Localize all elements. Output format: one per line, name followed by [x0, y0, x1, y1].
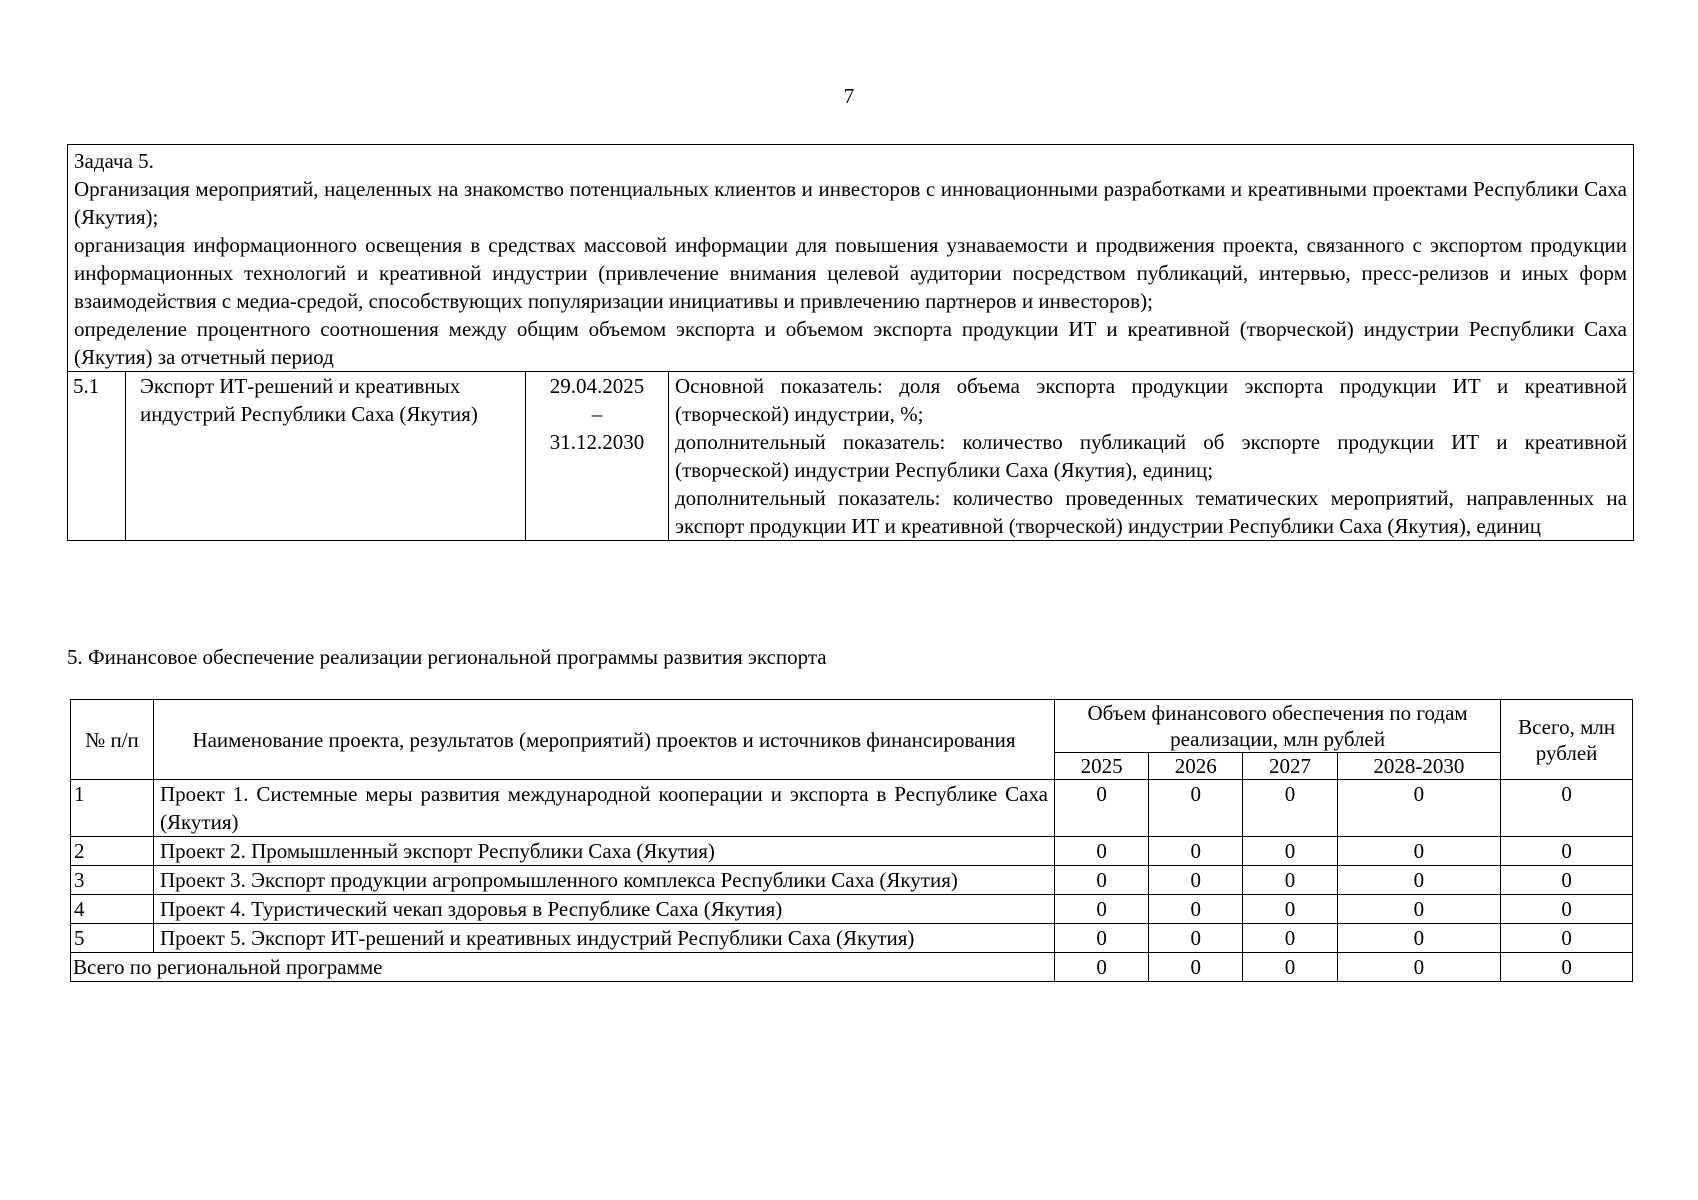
total-value: 0: [1243, 953, 1337, 982]
measure-date-end: 31.12.2030: [549, 430, 645, 454]
row-value: 0: [1337, 924, 1501, 953]
row-value: 0: [1243, 866, 1337, 895]
header-volume: Объем финансового обеспечения по годам реализации, млн рублей: [1055, 700, 1501, 753]
row-value: 0: [1149, 924, 1243, 953]
row-value: 0: [1337, 837, 1501, 866]
row-value: 0: [1337, 780, 1501, 837]
measure-row: [68, 372, 1634, 541]
section-title: 5. Финансовое обеспечение реализации региональной программы развития экспорта: [67, 645, 827, 669]
table-row: [71, 780, 1633, 837]
task-row: [68, 145, 1634, 372]
total-row: [71, 953, 1633, 982]
total-label: Всего по региональной программе: [71, 953, 1055, 982]
row-name: Проект 5. Экспорт ИТ-решений и креативных индустрий Республики Саха (Якутия): [154, 924, 1055, 953]
task-line: Организация мероприятий, нацеленных на знакомство потенциальных клиентов и инвесторов с инновационными разработками и креативными проектами Республики Саха (Якутия);: [74, 177, 1627, 229]
row-value: 0: [1149, 837, 1243, 866]
row-name: Проект 1. Системные меры развития международной кооперации и экспорта в Республике Саха (Якутия): [154, 780, 1055, 837]
row-total: 0: [1501, 780, 1633, 837]
total-value: 0: [1055, 953, 1149, 982]
row-value: 0: [1149, 895, 1243, 924]
row-value: 0: [1149, 866, 1243, 895]
total-value: 0: [1337, 953, 1501, 982]
table-row: [71, 924, 1633, 953]
indicator-item: дополнительный показатель: количество проведенных тематических мероприятий, направленных на экспорт продукции ИТ и креативной (творческой) индустрии Республики Саха (Якутия), единиц: [675, 486, 1627, 538]
measure-name: Экспорт ИТ-решений и креативных индустрий Республики Саха (Якутия): [126, 372, 526, 541]
row-value: 0: [1243, 924, 1337, 953]
row-value: 0: [1055, 837, 1149, 866]
task-table: [67, 144, 1634, 541]
header-total: Всего, млн рублей: [1501, 700, 1633, 780]
row-value: 0: [1243, 837, 1337, 866]
row-num: 5: [71, 924, 154, 953]
row-num: 2: [71, 837, 154, 866]
measure-date-start: 29.04.2025: [549, 374, 645, 398]
row-num: 3: [71, 866, 154, 895]
total-grand: 0: [1501, 953, 1633, 982]
row-num: 1: [71, 780, 154, 837]
row-value: 0: [1149, 780, 1243, 837]
row-total: 0: [1501, 924, 1633, 953]
header-year: 2028-2030: [1337, 753, 1501, 780]
row-value: 0: [1337, 866, 1501, 895]
table-row: [71, 895, 1633, 924]
row-value: 0: [1055, 924, 1149, 953]
indicator-item: дополнительный показатель: количество публикаций об экспорте продукции ИТ и креативной (творческой) индустрии Республики Саха (Якутия), единиц;: [675, 430, 1627, 482]
row-name: Проект 2. Промышленный экспорт Республики Саха (Якутия): [154, 837, 1055, 866]
row-total: 0: [1501, 895, 1633, 924]
table-row: [71, 837, 1633, 866]
page-number: 7: [843, 84, 855, 108]
measure-date-dash: –: [591, 402, 603, 426]
header-year: 2027: [1243, 753, 1337, 780]
measure-dates: [526, 372, 669, 541]
indicator-item: Основной показатель: доля объема экспорта продукции экспорта продукции ИТ и креативной (творческой) индустрии, %;: [675, 374, 1627, 426]
row-total: 0: [1501, 866, 1633, 895]
total-value: 0: [1149, 953, 1243, 982]
finance-table: [70, 699, 1633, 982]
header-name: Наименование проекта, результатов (мероприятий) проектов и источников финансирования: [154, 700, 1055, 780]
row-value: 0: [1055, 895, 1149, 924]
measure-indicators: [669, 372, 1634, 541]
header-row: [71, 700, 1633, 753]
row-value: 0: [1243, 780, 1337, 837]
header-year: 2026: [1149, 753, 1243, 780]
header-year: 2025: [1055, 753, 1149, 780]
row-value: 0: [1055, 780, 1149, 837]
row-value: 0: [1337, 895, 1501, 924]
task-line: определение процентного соотношения между общим объемом экспорта и объемом экспорта продукции ИТ и креативной (творческой) индустрии Республики Саха (Якутия) за отчетный период: [74, 317, 1627, 369]
table-row: [71, 866, 1633, 895]
row-total: 0: [1501, 837, 1633, 866]
task-line: организация информационного освещения в средствах массовой информации для повышения узнаваемости и продвижения проекта, связанного с экспортом продукции информационных технологий и креативной индустрии (привлечение внимания целевой аудитории посредством публикаций, интервью, пресс-релизов и иных форм взаимодействия с медиа-средой, способствующих популяризации инициативы и привлечению партнеров и инвесторов);: [74, 233, 1627, 313]
header-num: № п/п: [71, 700, 154, 780]
row-value: 0: [1055, 866, 1149, 895]
row-value: 0: [1243, 895, 1337, 924]
task-description: [68, 145, 1634, 372]
task-title: Задача 5.: [74, 149, 154, 173]
measure-number: 5.1: [68, 372, 126, 541]
row-name: Проект 3. Экспорт продукции агропромышленного комплекса Республики Саха (Якутия): [154, 866, 1055, 895]
row-name: Проект 4. Туристический чекап здоровья в Республике Саха (Якутия): [154, 895, 1055, 924]
row-num: 4: [71, 895, 154, 924]
